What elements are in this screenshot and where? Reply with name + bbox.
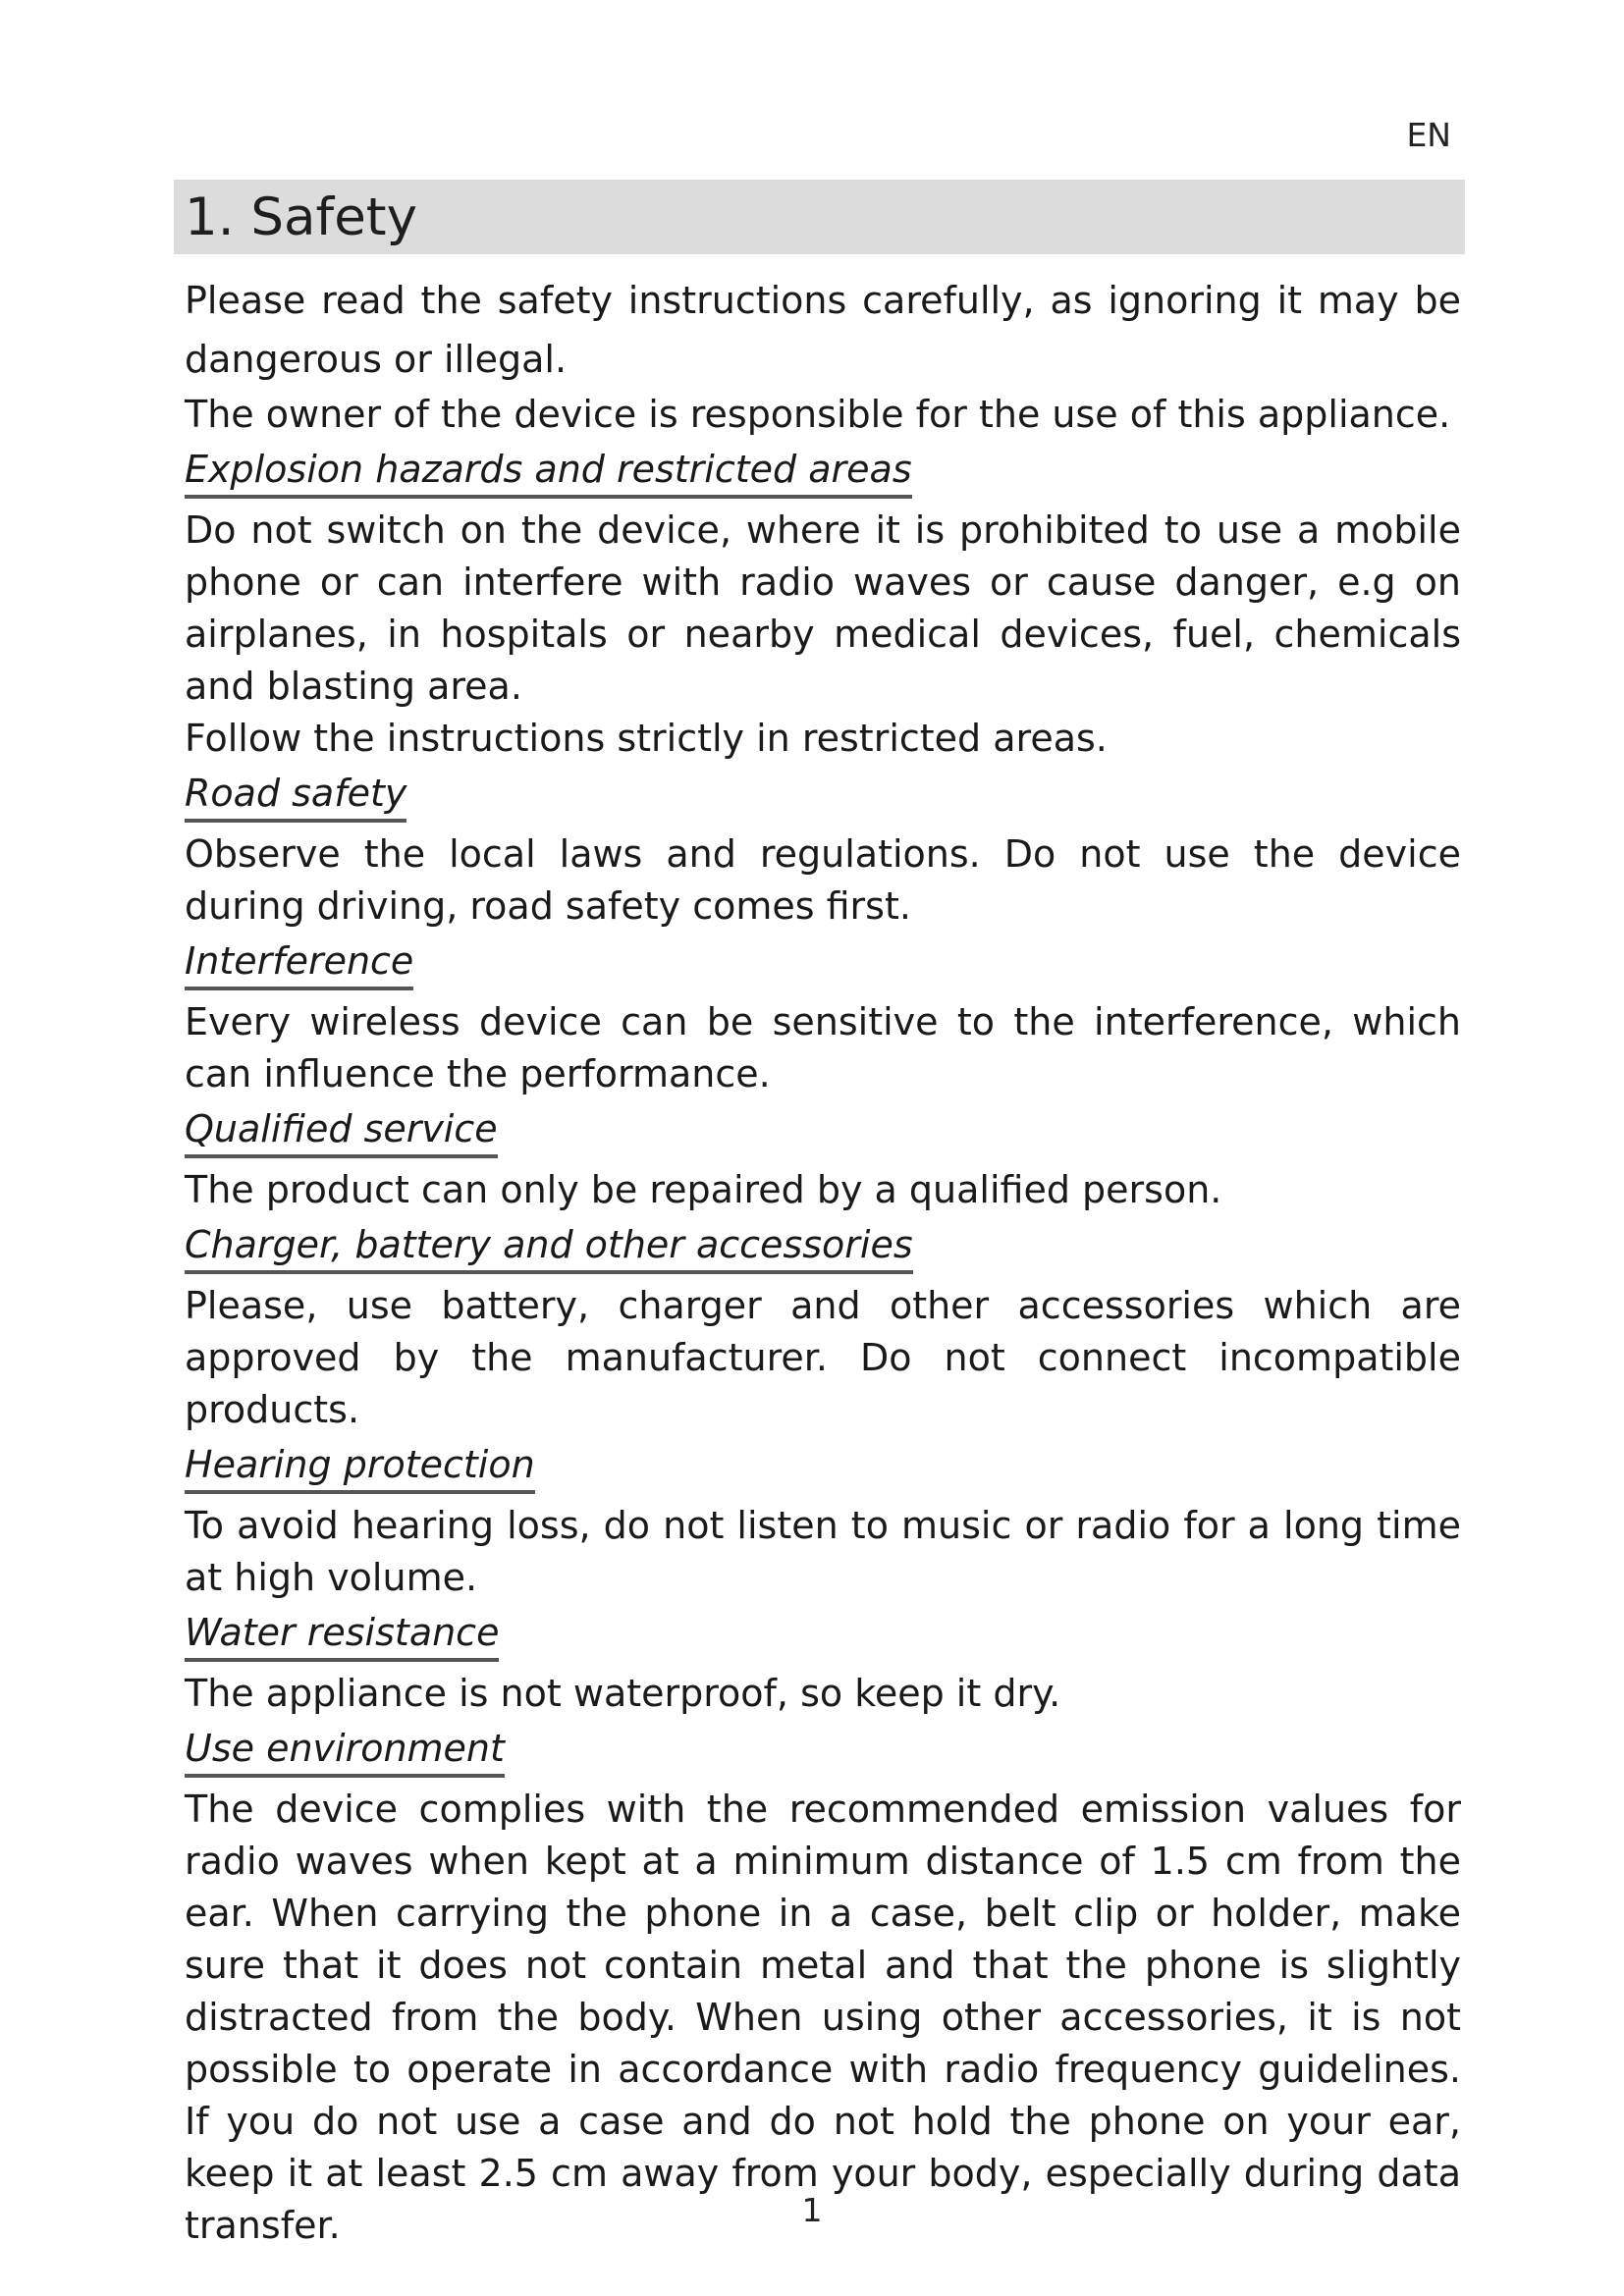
heading-water-resistance: Water resistance: [185, 1608, 499, 1662]
text-water-resistance: The appliance is not waterproof, so keep it dry.: [185, 1672, 1061, 1715]
text-charger-battery: Please, use battery, charger and other accessories which are approved by the manufacturer. Do not connect incompatible products.: [185, 1284, 1461, 1431]
safety-warning: Please read the safety instructions carefully, as ignoring it may be dangerous or illegal.: [185, 279, 1461, 381]
section-title-bar: [174, 180, 1465, 254]
page-number: 1: [801, 2191, 823, 2229]
text-road-safety: Observe the local laws and regulations. Do not use the device during driving, road safety comes first.: [185, 832, 1461, 928]
text-qualified-service: The product can only be repaired by a qualified person.: [185, 1168, 1222, 1211]
heading-qualified-service: Qualified service: [185, 1104, 498, 1158]
owner-responsibility: The owner of the device is responsible for the use of this appliance.: [185, 393, 1451, 436]
text-hearing-protection: To avoid hearing loss, do not listen to music or radio for a long time at high volume.: [185, 1504, 1461, 1599]
heading-interference: Interference: [185, 936, 413, 990]
text-restricted-areas: Follow the instructions strictly in restricted areas.: [185, 717, 1108, 760]
heading-hearing-protection: Hearing protection: [185, 1440, 535, 1494]
heading-explosion-hazards: Explosion hazards and restricted areas: [185, 445, 912, 499]
heading-charger-battery: Charger, battery and other accessories: [185, 1220, 913, 1274]
text-explosion-hazards: Do not switch on the device, where it is prohibited to use a mobile phone or can interfere with radio waves or cause danger, e.g on airplanes, in hospitals or nearby medical devices, fuel, chemicals and blasting area.: [185, 508, 1461, 708]
text-use-environment: The device complies with the recommended emission values for radio waves when kept at a minimum distance of 1.5 cm from the ear. When carrying the phone in a case, belt clip or holder, make sure that it does not contain metal and that the phone is slightly distracted from the body. When using other accessories, it is not possible to operate in accordance with radio frequency guidelines. If you do not use a case and do not hold the phone on your ear, keep it at least 2.5 cm away from your body, especially during data transfer.: [185, 1788, 1461, 2247]
heading-use-environment: Use environment: [185, 1724, 505, 1778]
heading-road-safety: Road safety: [185, 769, 406, 823]
text-interference: Every wireless device can be sensitive to the interference, which can influence the performance.: [185, 1000, 1461, 1095]
section-title: 1. Safety: [185, 187, 417, 247]
document-body: [185, 271, 1461, 2252]
language-label: EN: [1406, 116, 1451, 154]
